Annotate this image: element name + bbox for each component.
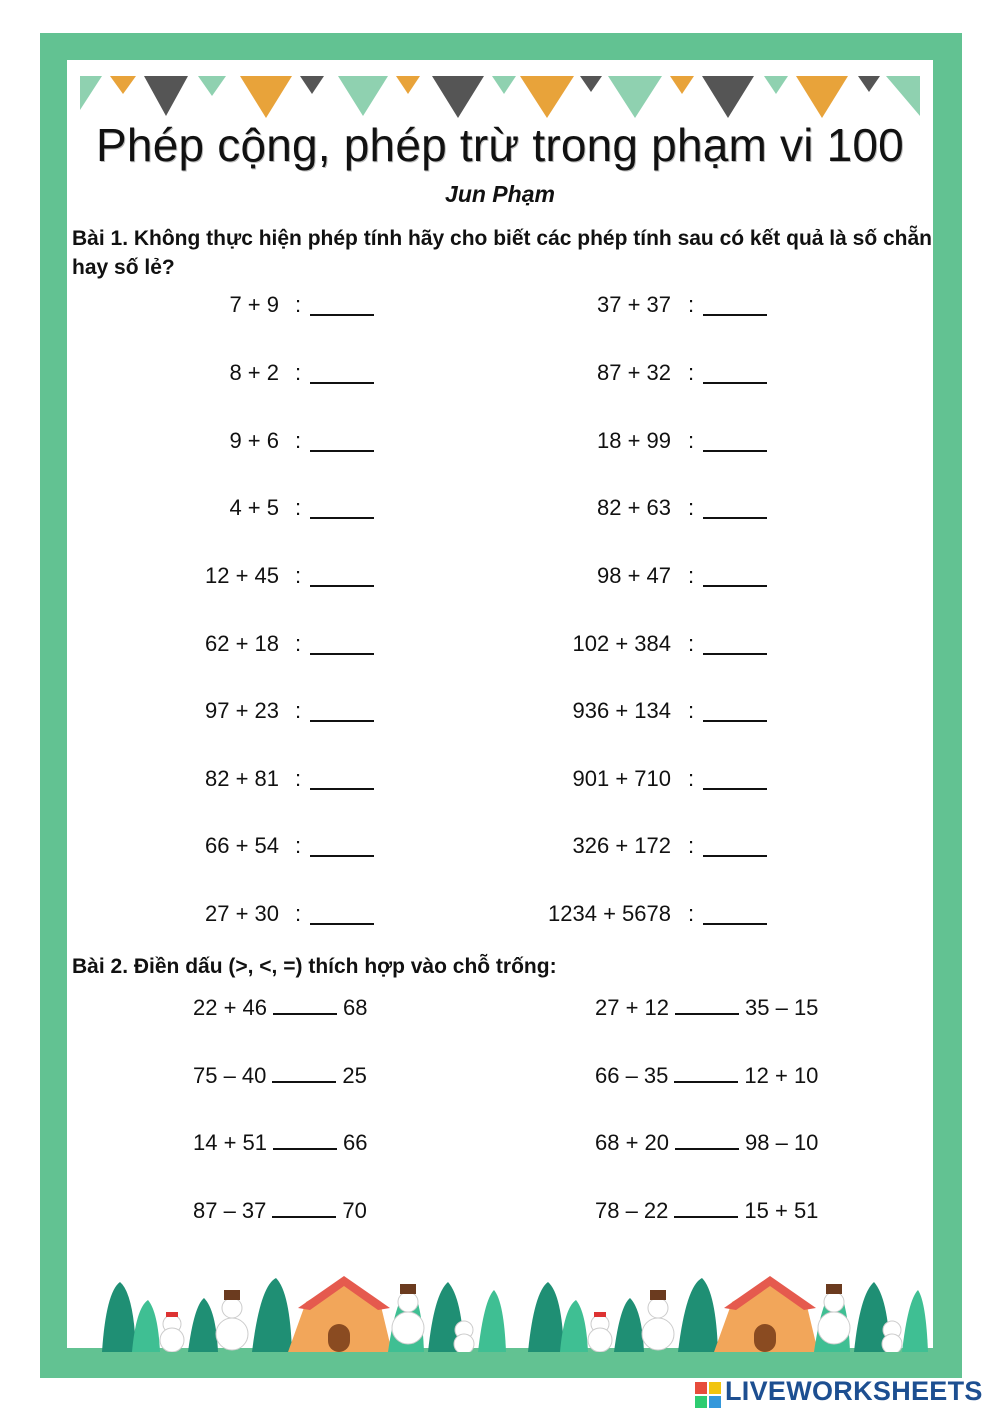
expression-right-3: 18 + 99: [596, 428, 671, 453]
comparison-right-3: [595, 1128, 818, 1158]
expression-right-2: 87 + 32: [596, 360, 671, 385]
winter-scene-decoration: [92, 1272, 928, 1352]
comparison-sign-blank[interactable]: [273, 1128, 337, 1150]
expression-right-8: 901 + 710: [572, 766, 671, 791]
expression-right-7: 936 + 134: [572, 698, 671, 723]
exercise-2-heading: Bài 2. Điền dấu (>, <, =) thích hợp vào chỗ trống:: [72, 955, 557, 978]
comparison-right-expression: 66: [343, 1130, 368, 1155]
expression-right-4: 82 + 63: [596, 495, 671, 520]
expression-left-5: 12 + 45: [204, 563, 279, 588]
separator-colon: :: [295, 360, 302, 385]
answer-blank-right-2[interactable]: [703, 360, 767, 384]
answer-blank-left-8[interactable]: [310, 766, 374, 790]
answer-blank-left-9[interactable]: [310, 833, 374, 857]
comparison-right-expression: 98 – 10: [745, 1130, 819, 1155]
answer-blank-left-2[interactable]: [310, 360, 374, 384]
expression-right-6: 102 + 384: [572, 631, 671, 656]
answer-blank-right-8[interactable]: [703, 766, 767, 790]
separator-colon: :: [295, 292, 302, 317]
answer-blank-left-6[interactable]: [310, 631, 374, 655]
expression-right-1: 37 + 37: [596, 292, 671, 317]
comparison-left-expression: 68 + 20: [595, 1130, 670, 1155]
expression-left-3: 9 + 6: [229, 428, 279, 453]
answer-blank-right-10[interactable]: [703, 901, 767, 925]
separator-colon: :: [688, 428, 695, 453]
comparison-left-expression: 75 – 40: [193, 1063, 267, 1088]
answer-blank-right-5[interactable]: [703, 563, 767, 587]
expression-left-8: 82 + 81: [204, 766, 279, 791]
separator-colon: :: [688, 495, 695, 520]
separator-colon: :: [295, 698, 302, 723]
comparison-right-expression: 12 + 10: [744, 1063, 819, 1088]
comparison-left-expression: 22 + 46: [193, 995, 268, 1020]
answer-blank-left-7[interactable]: [310, 698, 374, 722]
expression-left-2: 8 + 2: [229, 360, 279, 385]
comparison-sign-blank[interactable]: [675, 1128, 739, 1150]
comparison-left-expression: 14 + 51: [193, 1130, 268, 1155]
comparison-sign-blank[interactable]: [272, 1196, 336, 1218]
comparison-left-2: [193, 1061, 367, 1091]
separator-colon: :: [688, 766, 695, 791]
separator-colon: :: [688, 631, 695, 656]
author-name: Jun Phạm: [445, 181, 555, 207]
comparison-left-3: [193, 1128, 368, 1158]
answer-blank-left-4[interactable]: [310, 495, 374, 519]
comparison-right-expression: 15 + 51: [744, 1198, 819, 1223]
liveworksheets-brand: LIVEWORKSHEETS: [725, 1376, 983, 1406]
comparison-right-expression: 35 – 15: [745, 995, 819, 1020]
answer-blank-right-4[interactable]: [703, 495, 767, 519]
answer-blank-right-3[interactable]: [703, 428, 767, 452]
answer-blank-left-5[interactable]: [310, 563, 374, 587]
expression-left-7: 97 + 23: [204, 698, 279, 723]
expression-left-9: 66 + 54: [204, 833, 279, 858]
separator-colon: :: [295, 428, 302, 453]
bunting-decoration: [80, 76, 920, 122]
answer-blank-right-6[interactable]: [703, 631, 767, 655]
separator-colon: :: [688, 698, 695, 723]
comparison-right-expression: 25: [342, 1063, 367, 1088]
separator-colon: :: [295, 563, 302, 588]
comparison-left-expression: 27 + 12: [595, 995, 670, 1020]
separator-colon: :: [295, 631, 302, 656]
comparison-left-1: [193, 993, 368, 1023]
comparison-left-expression: 78 – 22: [595, 1198, 669, 1223]
answer-blank-left-1[interactable]: [310, 292, 374, 316]
expression-right-9: 326 + 172: [572, 833, 671, 858]
separator-colon: :: [688, 360, 695, 385]
comparison-right-1: [595, 993, 818, 1023]
separator-colon: :: [688, 901, 695, 926]
separator-colon: :: [295, 495, 302, 520]
separator-colon: :: [688, 292, 695, 317]
separator-colon: :: [295, 833, 302, 858]
separator-colon: :: [295, 901, 302, 926]
comparison-right-expression: 70: [342, 1198, 367, 1223]
comparison-sign-blank[interactable]: [273, 993, 337, 1015]
expression-left-10: 27 + 30: [204, 901, 279, 926]
answer-blank-left-10[interactable]: [310, 901, 374, 925]
separator-colon: :: [688, 563, 695, 588]
expression-right-10: 1234 + 5678: [548, 901, 671, 926]
comparison-sign-blank[interactable]: [674, 1196, 738, 1218]
expression-left-1: 7 + 9: [229, 292, 279, 317]
separator-colon: :: [688, 833, 695, 858]
comparison-right-2: [595, 1061, 818, 1091]
expression-left-4: 4 + 5: [229, 495, 279, 520]
liveworksheets-logo-icon: [695, 1382, 721, 1408]
comparison-right-expression: 68: [343, 995, 368, 1020]
comparison-sign-blank[interactable]: [674, 1061, 738, 1083]
answer-blank-right-7[interactable]: [703, 698, 767, 722]
worksheet-title: Phép cộng, phép trừ trong phạm vi 100: [96, 119, 904, 171]
comparison-left-4: [193, 1196, 367, 1226]
exercise-1-heading: Bài 1. Không thực hiện phép tính hãy cho biết các phép tính sau có kết quả là số chẵn hay số lẻ?: [72, 227, 932, 279]
expression-right-5: 98 + 47: [596, 563, 671, 588]
comparison-left-expression: 87 – 37: [193, 1198, 267, 1223]
answer-blank-right-1[interactable]: [703, 292, 767, 316]
comparison-right-4: [595, 1196, 818, 1226]
answer-blank-right-9[interactable]: [703, 833, 767, 857]
comparison-sign-blank[interactable]: [272, 1061, 336, 1083]
answer-blank-left-3[interactable]: [310, 428, 374, 452]
comparison-left-expression: 66 – 35: [595, 1063, 669, 1088]
expression-left-6: 62 + 18: [204, 631, 279, 656]
separator-colon: :: [295, 766, 302, 791]
comparison-sign-blank[interactable]: [675, 993, 739, 1015]
